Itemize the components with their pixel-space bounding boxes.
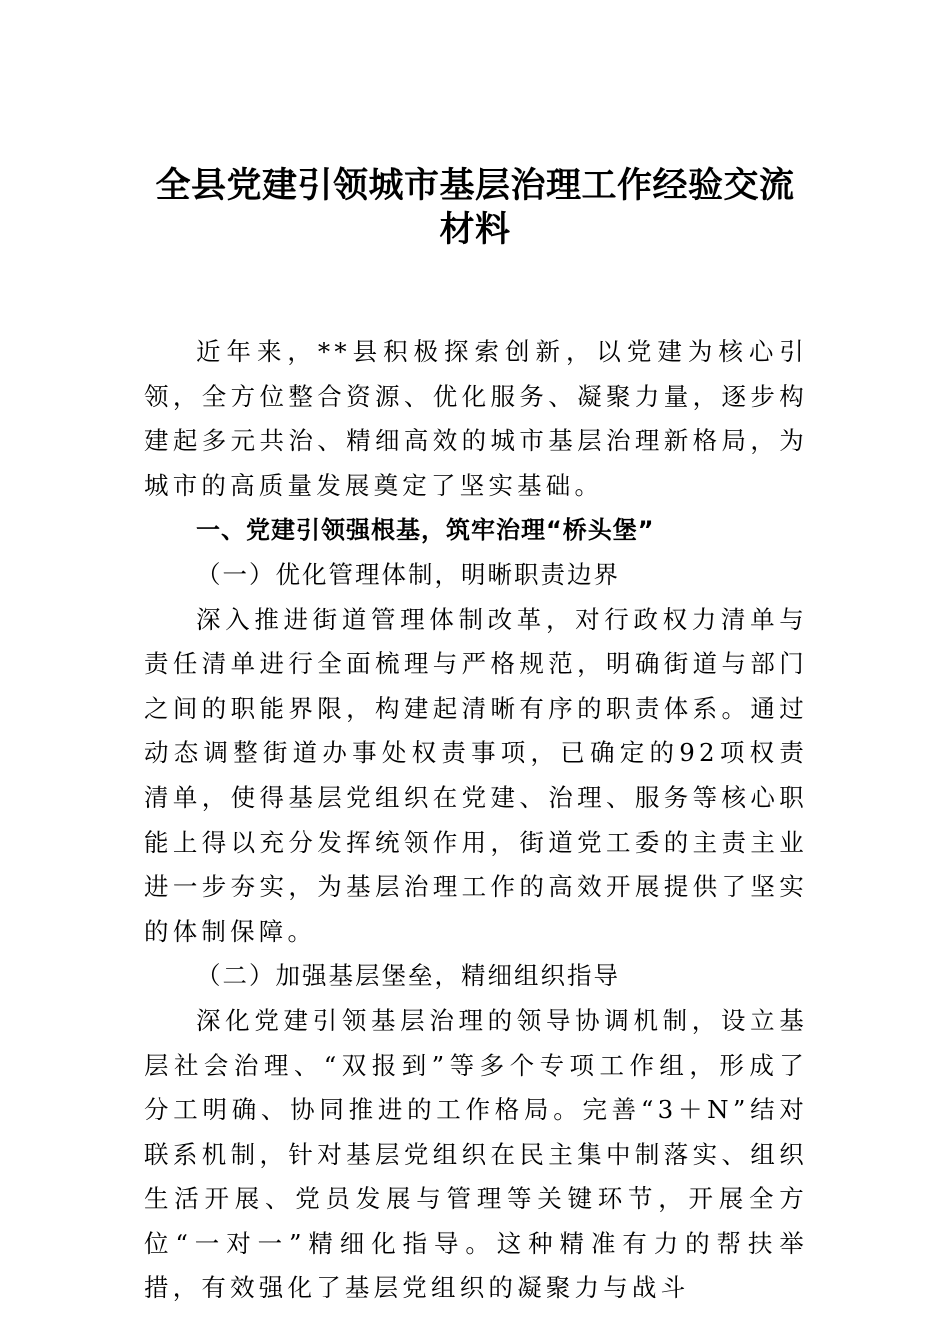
subsection1-heading: （一）优化管理体制，明晰职责边界 (196, 559, 620, 589)
subsection2-paragraph: 深化党建引领基层治理的领导协调机制，设立基层社会治理、“双报到”等多个专项工作组，形成了分工明确、协同推进的工作格局。完善“3＋N”结对联系机制，针对基层党组织在民主集中制落实、组织生活开展、党员发展与管理等关键环节，开展全方位“一对一”精细化指导。这种精准有力的帮扶举措，有效强化了基层党组织的凝聚力与战斗 (144, 1005, 808, 1303)
document-body (144, 330, 808, 1311)
document-title-line1: 全县党建引领城市基层治理工作经验交流 (155, 165, 795, 206)
subsection1-paragraph: 深入推进街道管理体制改革，对行政权力清单与责任清单进行全面梳理与严格规范，明确街道与部门之间的职能界限，构建起清晰有序的职责体系。通过动态调整街道办事处权责事项，已确定的92项权责清单，使得基层党组织在党建、治理、服务等核心职能上得以充分发挥统领作用，街道党工委的主责主业进一步夯实，为基层治理工作的高效开展提供了坚实的体制保障。 (144, 604, 808, 946)
intro-paragraph: 近年来，**县积极探索创新，以党建为核心引领，全方位整合资源、优化服务、凝聚力量，逐步构建起多元共治、精细高效的城市基层治理新格局，为城市的高质量发展奠定了坚实基础。 (144, 337, 808, 500)
document-title-line2: 材料 (439, 209, 511, 250)
subsection2-heading: （二）加强基层堡垒，精细组织指导 (196, 961, 620, 991)
section1-heading: 一、党建引领强根基，筑牢治理“桥头堡” (196, 516, 655, 545)
